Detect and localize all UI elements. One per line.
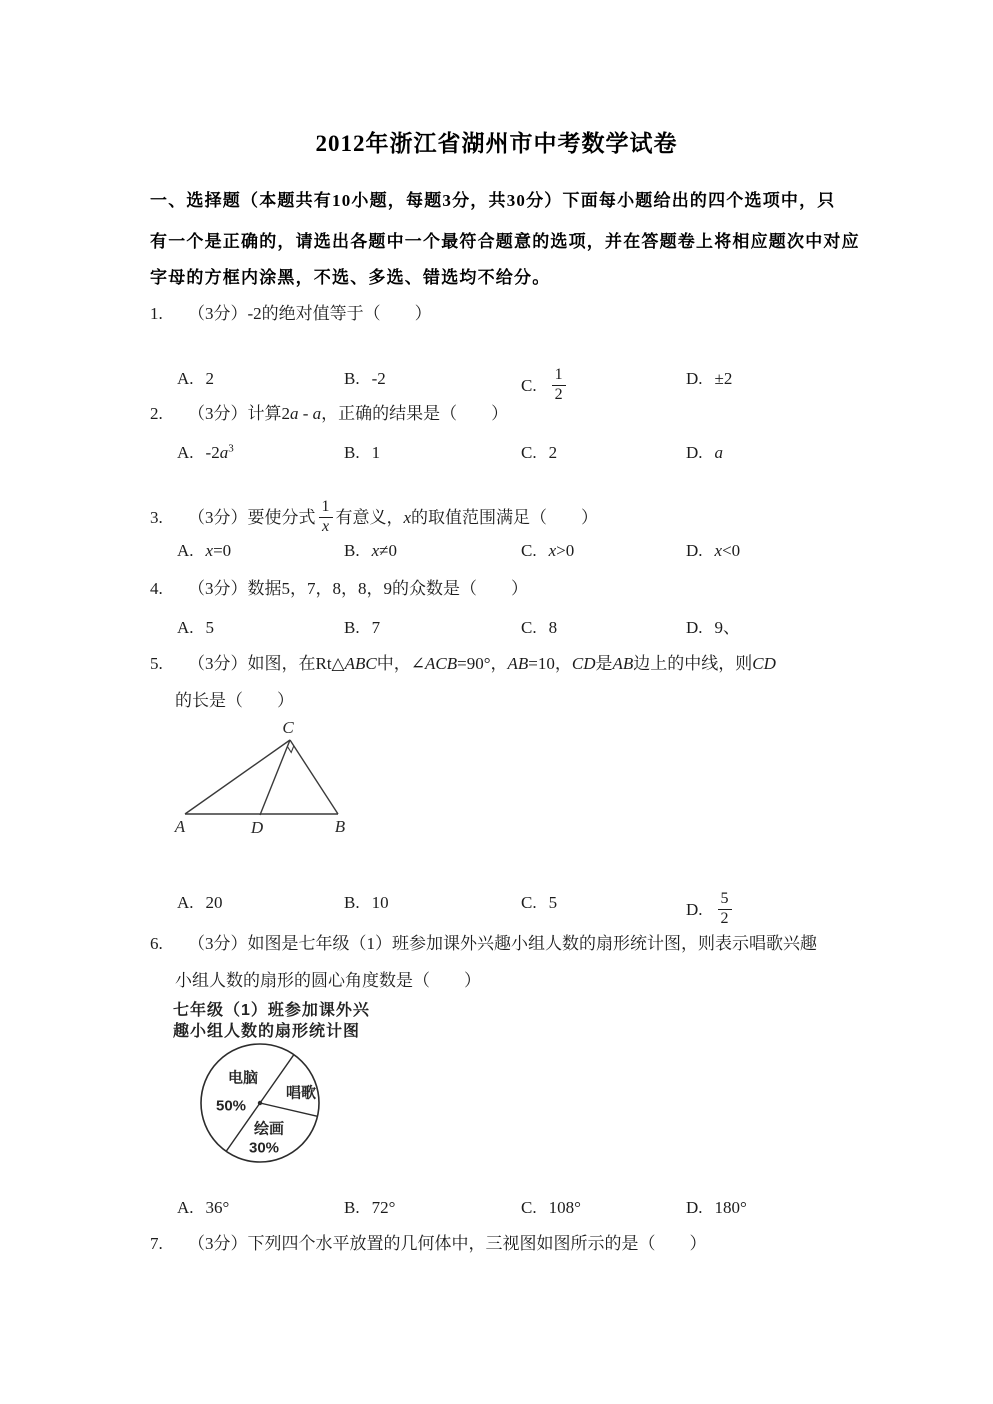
- pie-slice-label-drawing: 绘画: [253, 1120, 285, 1138]
- option-5c: C. 5: [521, 893, 558, 912]
- question-5-stem-line2: 的长是（ ）: [175, 691, 294, 710]
- option-4a: A. 5: [177, 618, 215, 637]
- question-5-options: [150, 890, 890, 927]
- option-6b: B. 72°: [344, 1198, 396, 1217]
- option-3a: A. x=0: [177, 541, 232, 560]
- question-5-stem: [150, 652, 776, 675]
- question-2-options: [150, 441, 890, 467]
- question-4-stem: [150, 577, 528, 600]
- question-3-options: [150, 539, 890, 565]
- option-3b: B. x≠0: [344, 541, 397, 560]
- question-6-text: （3分）如图是七年级（1）班参加课外兴趣小组人数的扇形统计图，则表示唱歌兴趣: [188, 934, 817, 953]
- question-2-text: （3分）计算2a - a，正确的结果是（ ）: [188, 404, 509, 423]
- option-5a: A. 20: [177, 893, 223, 912]
- question-4-number: 4.: [150, 579, 163, 598]
- option-6d: D. 180°: [686, 1198, 747, 1217]
- triangle-side-cb: [290, 740, 338, 814]
- section-header-line-3: 字母的方框内涂黑，不选、多选、错选均不给分。: [150, 268, 551, 287]
- option-6c: C. 108°: [521, 1198, 581, 1217]
- triangle-side-ac: [185, 740, 290, 814]
- page-title: 2012年浙江省湖州市中考数学试卷: [315, 131, 678, 156]
- question-7-text: （3分）下列四个水平放置的几何体中，三视图如图所示的是（ ）: [188, 1234, 707, 1253]
- option-4c: C. 8: [521, 618, 558, 637]
- option-3d: D. x<0: [686, 541, 741, 560]
- vertex-label-d: D: [250, 818, 264, 837]
- option-1d: D. ±2: [686, 369, 733, 388]
- question-6-stem-line2: 小组人数的扇形的圆心角度数是（ ）: [175, 971, 481, 990]
- question-6-stem: [150, 932, 817, 955]
- question-6-options: [150, 1196, 890, 1222]
- option-1b: B. -2: [344, 369, 386, 388]
- vertex-label-b: B: [334, 817, 346, 836]
- pie-divider-radius: [260, 1103, 318, 1116]
- option-1a: A. 2: [177, 369, 215, 388]
- question-5-text: （3分）如图，在Rt△ABC中，∠ACB=90°，AB=10，CD是AB边上的中线，则CD: [188, 654, 776, 673]
- pie-slice-pct-computer: 50%: [215, 1097, 247, 1115]
- question-6-number: 6.: [150, 934, 163, 953]
- pie-chart-title-line1: 七年级（1）班参加课外兴: [173, 1002, 370, 1019]
- section-header-line-1: 一、选择题（本题共有10小题，每题3分，共30分）下面每小题给出的四个选项中，只: [150, 191, 836, 210]
- option-4d: D. 9、: [686, 618, 741, 637]
- option-6a: A. 36°: [177, 1198, 230, 1217]
- question-3-stem: [150, 499, 598, 536]
- pie-center-dot: [258, 1101, 262, 1105]
- question-1-text: （3分）-2的绝对值等于（ ）: [188, 304, 432, 323]
- question-2-stem: [150, 402, 508, 425]
- vertex-label-c: C: [282, 718, 294, 737]
- question-1-stem: [150, 302, 432, 325]
- pie-slice-pct-drawing: 30%: [248, 1139, 280, 1157]
- option-5b: B. 10: [344, 893, 389, 912]
- question-1-options: [150, 366, 890, 403]
- option-2a: A. $-2a^3$: [177, 442, 234, 462]
- question-4-text: （3分）数据5，7，8，8，9的众数是（ ）: [188, 579, 528, 598]
- question-7-stem: [150, 1232, 707, 1255]
- option-2d: D. a: [686, 443, 724, 462]
- option-5d: D. $\frac{5}{2}$: [686, 891, 735, 928]
- right-angle-mark: [287, 746, 293, 753]
- option-2c: C. 2: [521, 443, 558, 462]
- question-3-number: 3.: [150, 507, 163, 527]
- option-2b: B. 1: [344, 443, 381, 462]
- question-2-number: 2.: [150, 404, 163, 423]
- option-1c: C. $\frac{1}{2}$: [521, 367, 569, 404]
- pie-slice-label-computer: 电脑: [227, 1069, 259, 1087]
- section-header-line-2: 有一个是正确的，请选出各题中一个最符合题意的选项，并在答题卷上将相应题次中对应: [150, 232, 860, 251]
- vertex-label-a: A: [174, 817, 186, 836]
- pie-chart-title-line2: 趣小组人数的扇形统计图: [173, 1023, 361, 1040]
- triangle-figure: [165, 716, 395, 841]
- option-3c: C. x>0: [521, 541, 575, 560]
- pie-slice-label-singing: 唱歌: [285, 1084, 317, 1102]
- question-3-text: （3分）要使分式 $\frac{1}{x}$ 有意义，x的取值范围满足（ ）: [188, 498, 599, 535]
- question-4-options: [150, 616, 890, 642]
- question-5-number: 5.: [150, 654, 163, 673]
- option-4b: B. 7: [344, 618, 381, 637]
- question-1-number: 1.: [150, 304, 163, 323]
- question-7-number: 7.: [150, 1234, 163, 1253]
